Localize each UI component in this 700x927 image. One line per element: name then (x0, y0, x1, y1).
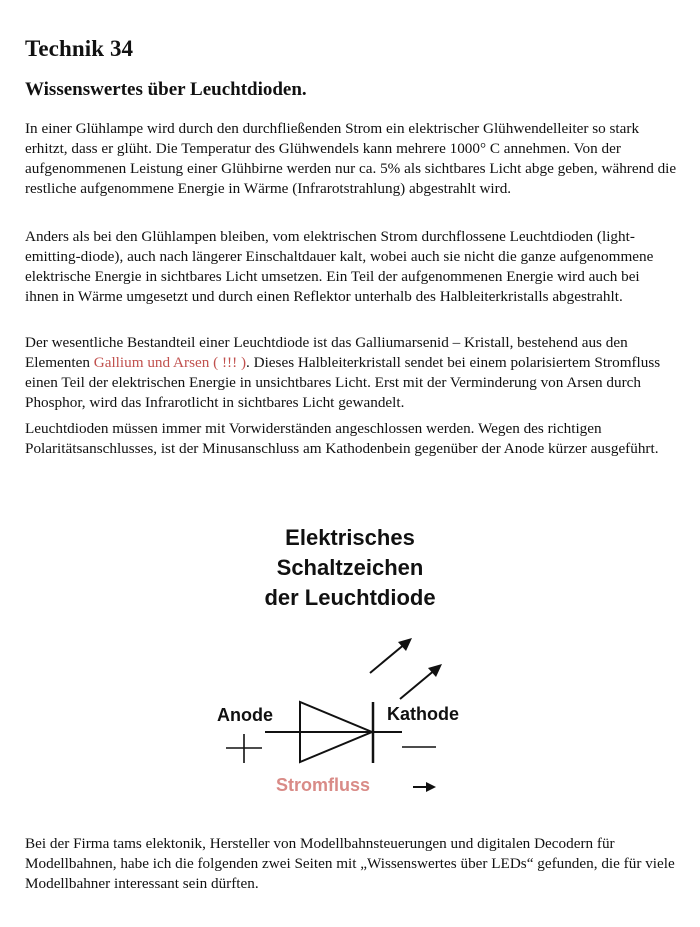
paragraph-vorwiderstaende: Leuchtdioden müssen immer mit Vorwiderständen angeschlossen werden. Wegen des richtigen Polaritätsanschlusses, ist der Minusanschluss am Kathodenbein gegenüber der Anode kürzer ausgeführt. (25, 420, 659, 457)
paragraph-tams-elektronik: Bei der Firma tams elektonik, Hersteller von Modellbahnsteuerungen und digitalen Decodern für Modellbahnen, habe ich die folgenden zwei Seiten mit „Wissenswertes über LEDs“ gefunden, die für viele Modellbahner interessant sein dürften. (25, 835, 675, 892)
paragraph-leuchtdioden: Anders als bei den Glühlampen bleiben, vom elektrischen Strom durchflossene Leuchtdioden (light-emitting-diode), auch nach längerer Einschaltdauer kalt, wobei auch sie nicht die ganze aufgenommene elektrische Energie in sichtbares Licht umsetzen. Ein Teil der aufgenommenen Energie wird auch bei ihnen in Wärme umgesetzt und durch einen Reflektor unterhalb des Halbleiterkristalls abgestrahlt. (25, 228, 654, 305)
stromfluss-label: Stromfluss (276, 775, 371, 795)
paragraph-gluehlampe: In einer Glühlampe wird durch den durchfließenden Strom ein elektrischer Glühwendelleiter so stark erhitzt, dass er glüht. Die Temperatur des Glühwendels kann mehrere 1000° C annehmen. Von der aufgenommenen Leistung einer Glühbirne werden nur ca. 5% als sichtbares Licht abge geben, während die restliche aufgenommene Energie in Wärme (Infrarotstrahlung) abgestrahlt wird. (25, 120, 677, 197)
paragraph-galliumarsenid-end: . Dieses Halbleiterkristall sendet bei einem polarisiertem Stromfluss einen Teil der elektrischen Energie in unsichtbares Licht. Erst mit der Verminderung von Arsen durch Phosphor, wird das Infrarotlicht in sichtbares Licht gewandelt. (25, 354, 661, 411)
light-arrow-2-shaft (400, 669, 436, 699)
paragraph-galliumarsenid-start: Der wesentliche Bestandteil einer Leuchtdiode ist das Galliumarsenid – Kristall, bestehend aus den Elementen (25, 334, 628, 371)
anode-label: Anode (217, 705, 273, 725)
paragraph-galliumarsenid (25, 333, 677, 413)
diagram-title: Elektrisches Schaltzeichen der Leuchtdiode (264, 525, 436, 610)
led-symbol-diagram (170, 505, 530, 815)
page-title: Technik 34 (25, 36, 134, 61)
light-arrow-1-shaft (370, 643, 406, 673)
kathode-label: Kathode (387, 704, 459, 724)
led-schematic-symbol (170, 505, 530, 815)
highlight-gallium-arsen: Gallium und Arsen ( !!! ) (93, 354, 247, 371)
page-subtitle: Wissenswertes über Leuchtdioden. (25, 79, 307, 100)
current-arrow-head (426, 782, 436, 792)
